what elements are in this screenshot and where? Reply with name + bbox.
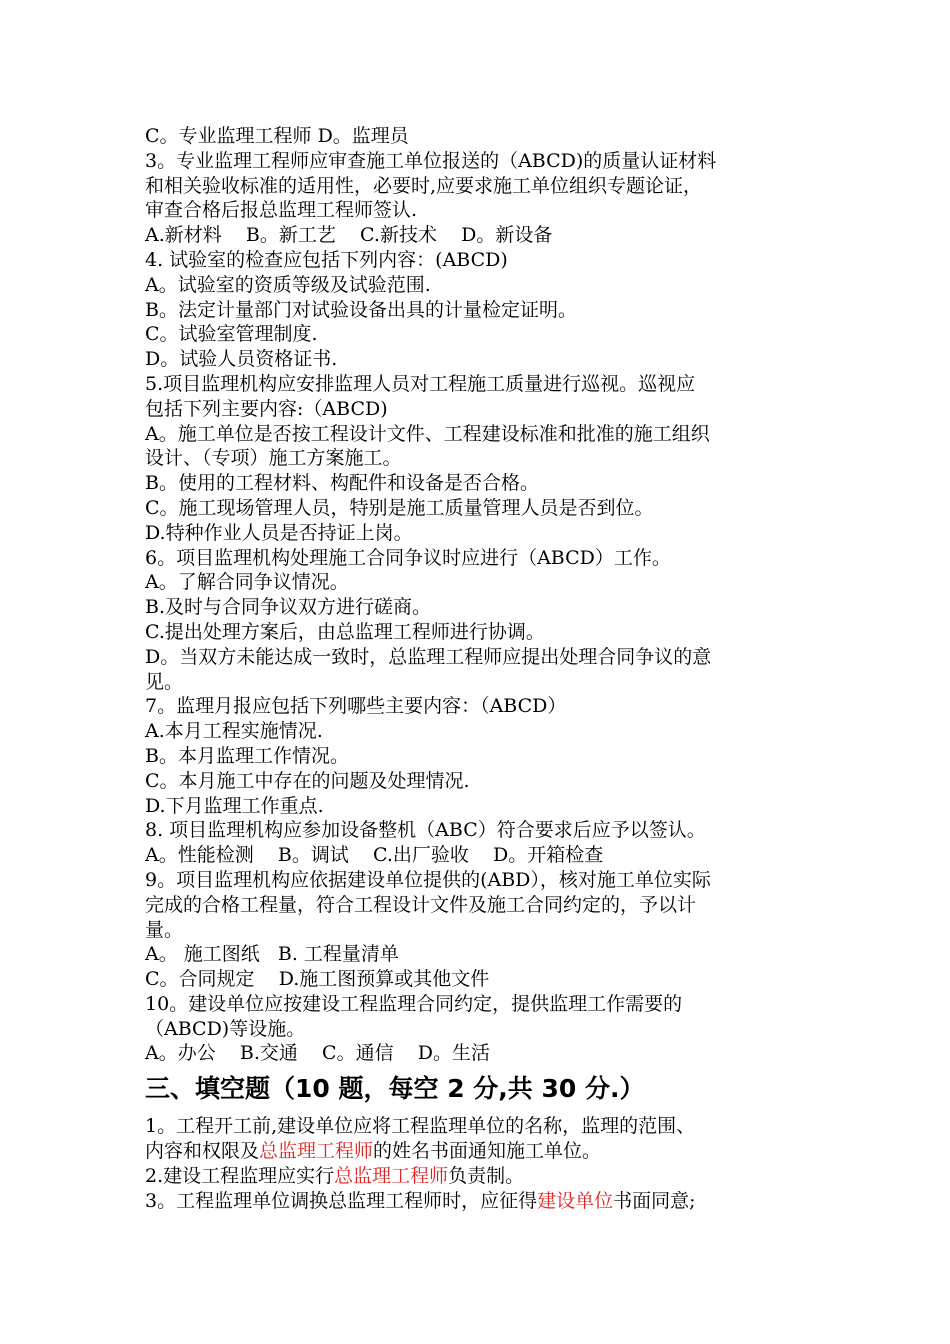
question-10-stem-line: 10。建设单位应按建设工程监理合同约定，提供监理工作需要的	[145, 992, 683, 1015]
question-7-option: B。本月监理工作情况。	[145, 744, 349, 767]
question-9	[145, 868, 815, 992]
document-body	[145, 124, 815, 1213]
fill-3-text: 3。工程监理单位调换总监理工程师时，应征得	[145, 1189, 538, 1212]
question-6-option: B.及时与合同争议双方进行磋商。	[145, 596, 432, 619]
question-7	[145, 694, 815, 818]
question-4-option: C。试验室管理制度.	[145, 323, 318, 346]
question-5-option: D.特种作业人员是否持证上岗。	[145, 521, 413, 544]
question-9-option: A。 施工图纸 B. 工程量清单	[145, 943, 399, 966]
fill-3-answer: 建设单位	[537, 1189, 614, 1212]
fill-3-text: 书面同意;	[613, 1189, 696, 1212]
question-3-stem-line: 3。专业监理工程师应审查施工单位报送的（ABCD)的质量认证材料	[145, 149, 717, 172]
question-6-option: 见。	[145, 670, 184, 693]
question-4-option: B。法定计量部门对试验设备出具的计量检定证明。	[145, 298, 577, 321]
question-5-option: A。施工单位是否按工程设计文件、工程建设标准和批准的施工组织	[145, 422, 710, 445]
question-7-option: C。本月施工中存在的问题及处理情况.	[145, 769, 470, 792]
question-3-stem-line: 审查合格后报总监理工程师签认.	[145, 199, 418, 222]
fill-1-text: 的姓名书面通知施工单位。	[373, 1140, 602, 1163]
question-9-option: C。合同规定 D.施工图预算或其他文件	[145, 968, 490, 991]
question-4-stem: 4. 试验室的检查应包括下列内容：(ABCD)	[145, 248, 508, 271]
fill-1-line: 1。工程开工前,建设单位应将工程监理单位的名称，监理的范围、	[145, 1115, 696, 1138]
question-10-stem-line: （ABCD)等设施。	[145, 1017, 306, 1040]
question-9-stem-line: 量。	[145, 918, 184, 941]
question-4	[145, 248, 815, 372]
fill-2-text: 负责制。	[448, 1164, 525, 1187]
question-10	[145, 992, 815, 1066]
question-9-stem-line: 9。项目监理机构应依据建设单位提供的(ABD），核对施工单位实际	[145, 868, 711, 891]
question-6-option: A。了解合同争议情况。	[145, 571, 349, 594]
question-8-options: A。性能检测 B。调试 C.出厂验收 D。开箱检查	[145, 844, 604, 867]
question-5-option: B。使用的工程材料、构配件和设备是否合格。	[145, 472, 539, 495]
fill-question-1	[145, 1114, 815, 1164]
fill-2-text: 2.建设工程监理应实行	[145, 1164, 335, 1187]
question-6-stem: 6。项目监理机构处理施工合同争议时应进行（ABCD）工作。	[145, 546, 671, 569]
question-5-option: C。施工现场管理人员，特别是施工质量管理人员是否到位。	[145, 496, 654, 519]
question-9-stem-line: 完成的合格工程量，符合工程设计文件及施工合同约定的，予以计	[145, 893, 697, 916]
question-10-options: A。办公 B.交通 C。通信 D。生活	[145, 1042, 490, 1065]
question-6-option: D。当双方未能达成一致时，总监理工程师应提出处理合同争议的意	[145, 645, 712, 668]
question-2-options-tail: C。专业监理工程师 D。监理员	[145, 125, 409, 147]
question-3-options: A.新材料 B。新工艺 C.新技术 D。新设备	[145, 224, 553, 247]
question-7-stem: 7。监理月报应包括下列哪些主要内容：（ABCD）	[145, 695, 567, 718]
fill-1-line	[145, 1139, 815, 1164]
question-5-option: 设计、（专项）施工方案施工。	[145, 447, 402, 470]
question-5	[145, 372, 815, 546]
fill-1-text: 内容和权限及	[145, 1140, 260, 1163]
fill-1-answer: 总监理工程师	[259, 1140, 374, 1163]
question-4-option: D。试验人员资格证书.	[145, 348, 338, 371]
fill-question-3	[145, 1189, 815, 1214]
question-5-stem-line: 5.项目监理机构应安排监理人员对工程施工质量进行巡视。巡视应	[145, 372, 696, 395]
question-8-stem: 8. 项目监理机构应参加设备整机（ABC）符合要求后应予以签认。	[145, 819, 706, 842]
fill-question-2	[145, 1164, 815, 1189]
question-3-stem-line: 和相关验收标准的适用性，必要时,应要求施工单位组织专题论证，	[145, 174, 703, 197]
question-6	[145, 546, 815, 695]
question-7-option: A.本月工程实施情况.	[145, 720, 323, 743]
question-6-option: C.提出处理方案后，由总监理工程师进行协调。	[145, 620, 545, 643]
question-3	[145, 149, 815, 248]
section-3-heading: 三、填空题（10 题，每空 2 分,共 30 分.）	[145, 1074, 645, 1104]
question-8	[145, 818, 815, 868]
fill-2-answer: 总监理工程师	[334, 1164, 449, 1187]
question-7-option: D.下月监理工作重点.	[145, 794, 324, 817]
question-4-option: A。试验室的资质等级及试验范围.	[145, 273, 431, 296]
question-5-stem-line: 包括下列主要内容:（ABCD)	[145, 397, 388, 420]
